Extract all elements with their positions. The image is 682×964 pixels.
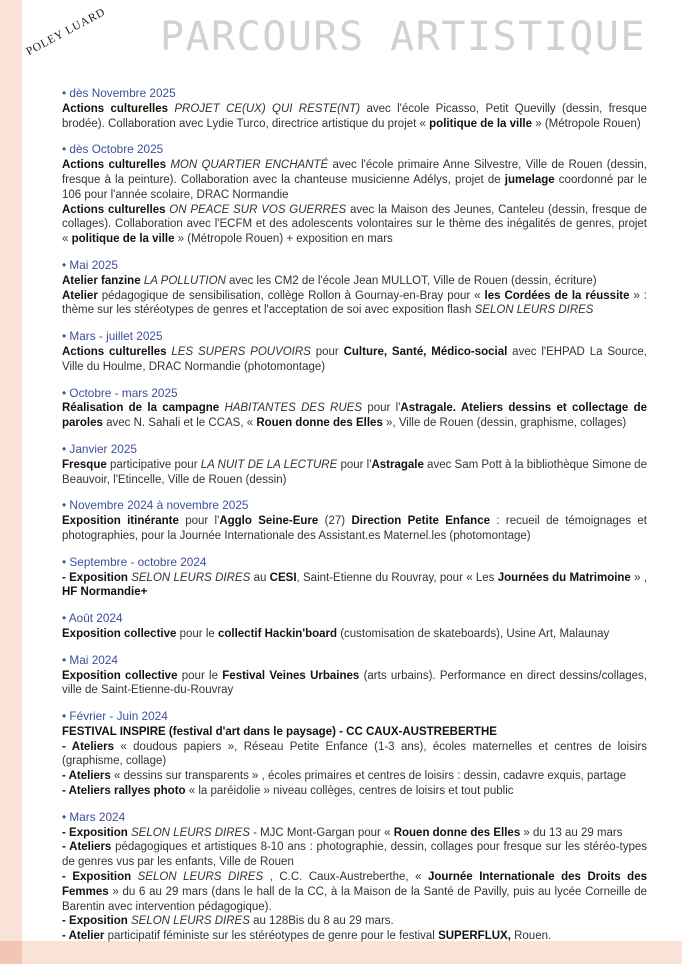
text-run: », Ville de Rouen (dessin, graphisme, collages) (382, 417, 627, 430)
bullet-icon: • (62, 809, 70, 824)
entry (62, 442, 647, 487)
text-run: pour le (176, 627, 218, 640)
text-run: pédagogiques et artistiques 8-10 ans : photographie, dessin, collages pour fresque sur les stéréo-types de genres vus par les enfants, Ville de Rouen (62, 841, 648, 869)
text-run: au 128Bis du 8 au 29 mars. (249, 915, 394, 928)
entry-paragraph (62, 725, 647, 740)
entry-paragraph (62, 345, 647, 375)
entry-paragraph (62, 784, 647, 799)
text-run: ON PEACE SUR VOS GUERRES (169, 203, 347, 216)
text-run: » , (630, 571, 648, 584)
text-run: avec l'école primaire Anne Silvestre, Ville de Rouen (dessin, fresque à la peinture). Collaboration avec la chanteuse musicienne Adélys, projet de (62, 159, 647, 186)
bullet-icon: • (62, 611, 69, 626)
text-run: « dessins sur transparents » , écoles primaires et centres de loisirs : dessin, cadavre exquis, partage (110, 770, 626, 783)
text-run: MON QUARTIER ENCHANTÉ (170, 159, 329, 172)
entry-paragraph (62, 669, 647, 699)
text-run: participatif féministe sur les stéréotypes de genre pour le festival (104, 930, 439, 943)
entry-paragraph (62, 102, 647, 132)
entry-paragraph (62, 458, 647, 488)
text-run: Rouen donne des Elles (256, 417, 383, 430)
entry-date (62, 142, 647, 157)
entry-paragraph (62, 740, 647, 770)
text-run: collectif Hackin'board (217, 627, 338, 640)
entry (62, 86, 647, 131)
text-run: pour l' (362, 402, 401, 415)
text-run: Culture, Santé, Médico-social (343, 345, 508, 358)
entry-paragraph (62, 870, 647, 914)
entry-date-text: Mai 2025 (69, 257, 118, 272)
bullet-icon: • (62, 498, 70, 513)
entry-paragraph (62, 203, 647, 247)
text-run: SUPERFLUX, (438, 930, 511, 943)
entry-date-text: dès Novembre 2025 (69, 86, 176, 100)
text-run: » du 6 au 29 mars (dans le hall de la CC, à la Maison de la Santé de Pavilly, puis au lycée Corneille de Barentin avec intervention pédagogique). (62, 885, 647, 913)
author-name: POLEY LUARD (24, 6, 108, 59)
entry-date (62, 498, 647, 513)
text-run: Fresque (62, 458, 107, 471)
text-run: avec les CM2 de l'école Jean MULLOT, Ville de Rouen (dessin, écriture) (225, 274, 597, 287)
entry-paragraph (62, 289, 647, 319)
text-run: LA POLLUTION (143, 274, 226, 287)
bullet-icon: • (62, 385, 70, 400)
entry-date-text: Septembre - octobre 2024 (69, 554, 207, 569)
text-run: participative pour (106, 458, 201, 471)
text-run: Festival Veines Urbaines (222, 669, 360, 682)
entry (62, 611, 647, 642)
text-run: jumelage (504, 173, 555, 186)
text-run: LA NUIT DE LA LECTURE (200, 458, 338, 471)
entry-date-text: Août 2024 (68, 611, 123, 626)
entry-date-text: Janvier 2025 (69, 441, 137, 456)
text-run: avec Sam Pott à la bibliothèque Simone de Beauvoir, l'Etincelle, Ville de Rouen (dessin) (62, 458, 647, 486)
entry-date-text: Mars - juillet 2025 (69, 329, 163, 344)
entry-paragraph (62, 914, 647, 929)
text-run: avec l'école Picasso, Petit Quevilly (dessin, fresque brodée). Collaboration avec Lydie Turco, directrice artistique du projet « (62, 102, 647, 130)
page-title: PARCOURS ARTISTIQUE (159, 14, 646, 60)
entry-date (62, 653, 647, 668)
entry-paragraph (62, 826, 647, 841)
text-run: Actions culturelles (62, 159, 171, 172)
text-run: pour (310, 345, 344, 358)
entry-date (62, 258, 647, 273)
text-run: Exposition collective (62, 627, 177, 640)
text-run: » : thème sur les stéréotypes de genres et l'acceptation de soi avec exposition flash (62, 289, 648, 317)
entry-date-text: Novembre 2024 à novembre 2025 (69, 498, 249, 513)
text-run: SELON LEURS DIRES (131, 571, 251, 584)
entry-date (62, 810, 647, 825)
text-run: Journées du Matrimoine (497, 571, 631, 584)
bullet-icon: • (62, 257, 70, 272)
text-run: Atelier (62, 289, 102, 302)
entry-paragraph (62, 514, 647, 544)
text-run: pour l' (178, 515, 220, 528)
text-run: pour le (177, 669, 223, 682)
text-run: HF Normandie+ (62, 586, 148, 599)
text-run: - Exposition (62, 571, 132, 584)
entry-paragraph (62, 401, 647, 431)
text-run: Actions culturelles (62, 203, 170, 216)
text-run: au (250, 571, 270, 584)
text-run: - Ateliers (62, 740, 114, 753)
text-run: Rouen donne des Elles (393, 826, 521, 839)
entry (62, 810, 647, 944)
entry-date (62, 86, 647, 101)
text-run: : recueil de témoignages et photographies, pour la Journée Internationale des Assistant.es Maternel.les (photomontage) (62, 515, 647, 542)
entry-date-text: Octobre - mars 2025 (69, 385, 178, 400)
entry-paragraph (62, 571, 647, 601)
text-run: , Saint-Etienne du Rouvray, pour « Les (296, 571, 498, 584)
entry-date (62, 442, 647, 457)
text-run: SELON LEURS DIRES (137, 871, 264, 884)
entry (62, 653, 647, 698)
entry-paragraph (62, 840, 647, 870)
text-run: - MJC Mont-Gargan pour « (249, 826, 394, 839)
text-run: - Exposition (62, 871, 138, 884)
entry-date-text: Mai 2024 (69, 652, 118, 667)
text-run: Actions culturelles (62, 345, 172, 358)
text-run: Exposition itinérante (62, 515, 179, 528)
entry-date (62, 611, 647, 626)
bullet-icon: • (62, 441, 70, 456)
text-run: pour l' (337, 458, 372, 471)
text-run: Réalisation de la campagne (62, 402, 225, 415)
bullet-icon: • (62, 329, 70, 344)
text-run: (arts urbains). Performance en direct dessins/collages, ville de Saint-Etienne-du-Rouvray (62, 669, 648, 697)
text-run: avec la Maison des Jeunes, Canteleu (dessin, fresque de collages). Collaboration avec l'ECFM et des adolescents volontaires sur le thème des inégalités de genres, projet « (62, 203, 647, 246)
text-run: Direction Petite Enfance (351, 515, 490, 528)
text-run: SELON LEURS DIRES (131, 826, 250, 839)
entry-date (62, 386, 647, 401)
bullet-icon: • (62, 554, 70, 569)
text-run: Rouen. (510, 930, 552, 943)
text-run: (27) (318, 515, 352, 528)
text-run: Journée Internationale des Droits des Femmes (62, 871, 647, 898)
entry (62, 709, 647, 799)
text-run: PROJET CE(UX) QUI RESTE(NT) (174, 102, 361, 115)
entry (62, 498, 647, 543)
text-run: SELON LEURS DIRES (131, 915, 250, 928)
text-run: politique de la ville (429, 117, 533, 130)
text-run: coordonné par le 106 pour l'année scolaire, DRAC Normandie (62, 173, 647, 201)
entry-date-text: Février - Juin 2024 (69, 709, 168, 724)
text-run: Agglo Seine-Eure (219, 515, 319, 528)
entry (62, 386, 647, 431)
text-run: FESTIVAL INSPIRE (festival d'art dans le paysage) - CC CAUX-AUSTREBERTHE (62, 725, 497, 738)
text-run: Astragale. Ateliers dessins et collectage de paroles (62, 402, 647, 430)
text-run: - Exposition (62, 915, 131, 928)
entry (62, 258, 647, 318)
text-run: (customisation de skateboards), Usine Art, Malaunay (337, 627, 610, 640)
text-run: » (Métropole Rouen) + exposition en mars (174, 233, 393, 246)
entry-date (62, 329, 647, 344)
bullet-icon: • (62, 652, 70, 667)
text-run: » du 13 au 29 mars (520, 826, 623, 839)
bullet-icon: • (62, 86, 70, 100)
entry (62, 142, 647, 247)
text-run: , C.C. Caux-Austreberthe, « (263, 871, 428, 884)
bottom-left-accent-corner (0, 941, 22, 964)
text-run: » (Métropole Rouen) (532, 117, 641, 130)
text-run: pédagogique de sensibilisation, collège Rollon à Gournay-en-Bray pour « (101, 289, 485, 302)
text-run: SELON LEURS DIRES (474, 304, 594, 317)
text-run: - Ateliers rallyes photo (62, 785, 186, 798)
bullet-icon: • (62, 142, 70, 157)
entry (62, 555, 647, 600)
text-run: - Ateliers (62, 841, 112, 854)
text-run: « doudous papiers », Réseau Petite Enfance (1-3 ans), écoles maternelles et centres de loisirs (graphisme, collage) (62, 740, 647, 768)
text-run: politique de la ville (71, 233, 175, 246)
text-run: LES SUPERS POUVOIRS (171, 345, 311, 358)
entry-date (62, 555, 647, 570)
text-run: HABITANTES DES RUES (224, 402, 363, 415)
entry (62, 329, 647, 374)
text-run: Atelier fanzine (62, 274, 144, 287)
text-run: - Ateliers (62, 770, 111, 783)
bullet-icon: • (62, 709, 70, 724)
text-run: - Exposition (62, 826, 131, 839)
entry-date-text: Mars 2024 (69, 809, 126, 824)
text-run: avec l'EHPAD La Source, Ville du Houlme, DRAC Normandie (photomontage) (62, 345, 647, 373)
text-run: les Cordées de la réussite (484, 289, 630, 302)
entry-paragraph (62, 274, 647, 289)
text-run: Exposition collective (62, 669, 178, 682)
text-run: « la paréidolie » niveau collèges, centres de loisirs et tout public (185, 785, 514, 798)
text-run: - Atelier (62, 930, 105, 943)
entry-paragraph (62, 929, 647, 944)
entry-paragraph (62, 769, 647, 784)
entry-paragraph (62, 627, 647, 642)
text-run: Actions culturelles (62, 102, 175, 115)
text-run: avec N. Sahali et le CCAS, « (102, 417, 257, 430)
entry-paragraph (62, 158, 647, 202)
text-run: CESI (269, 571, 297, 584)
entry-date-text: dès Octobre 2025 (69, 142, 164, 157)
text-run: Astragale (371, 458, 424, 471)
left-accent-bar (0, 0, 22, 964)
entry-date (62, 709, 647, 724)
entries (62, 86, 647, 955)
